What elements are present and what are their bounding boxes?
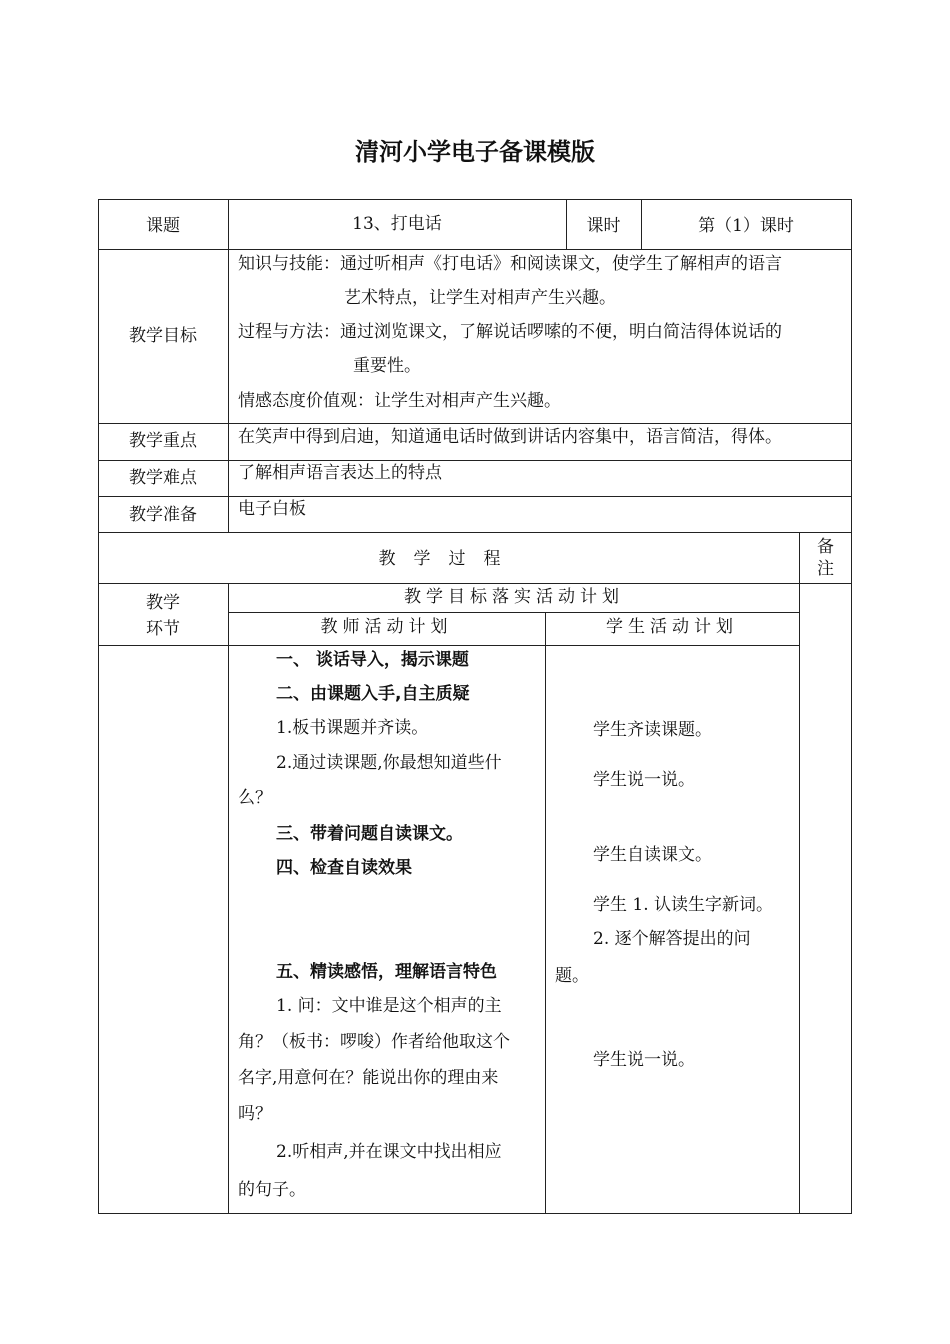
plan-label: 教学目标落实活动计划 bbox=[404, 587, 624, 607]
stage-label: 环节 bbox=[146, 619, 180, 639]
student-line: 学生 1. 认读生字新词。 bbox=[593, 895, 774, 915]
goals-line: 情感态度价值观：让学生对相声产生兴趣。 bbox=[238, 391, 561, 411]
goals-line: 过程与方法：通过浏览课文，了解说话啰嗦的不便，明白简洁得体说话的 bbox=[238, 322, 782, 342]
teacher-step-heading: 三、带着问题自读课文。 bbox=[276, 824, 463, 844]
teacher-line: 角？（板书：啰唆）作者给他取这个 bbox=[238, 1032, 510, 1052]
teacher-line: 1. 问：文中谁是这个相声的主 bbox=[276, 996, 502, 1016]
notes-label: 备注 bbox=[817, 537, 834, 579]
teacher-step-heading: 一、 谈话导入，揭示课题 bbox=[276, 650, 469, 670]
topic-label: 课题 bbox=[146, 216, 180, 236]
page-title: 清河小学电子备课模版 bbox=[355, 138, 595, 166]
goals-line: 艺术特点，让学生对相声产生兴趣。 bbox=[344, 288, 616, 308]
process-label: 教学过程 bbox=[378, 549, 519, 569]
teacher-line: 名字,用意何在？能说出你的理由来 bbox=[238, 1068, 499, 1088]
teacher-line: 么？ bbox=[238, 788, 272, 808]
goals-line: 知识与技能：通过听相声《打电话》和阅读课文，使学生了解相声的语言 bbox=[238, 254, 782, 274]
teacher-step-heading: 五、精读感悟，理解语言特色 bbox=[276, 962, 497, 982]
teacher-line: 1.板书课题并齐读。 bbox=[276, 718, 429, 738]
stage-label: 教学 bbox=[146, 593, 180, 613]
goals-label: 教学目标 bbox=[129, 326, 197, 346]
goals-line: 重要性。 bbox=[353, 356, 421, 376]
student-line: 学生说一说。 bbox=[593, 1050, 695, 1070]
period-value: 第（1）课时 bbox=[698, 216, 794, 236]
key-points-value: 在笑声中得到启迪，知道通电话时做到讲话内容集中，语言简洁，得体。 bbox=[238, 427, 782, 447]
teacher-line: 的句子。 bbox=[238, 1180, 306, 1200]
student-plan-label: 学生活动计划 bbox=[606, 617, 738, 637]
key-points-label: 教学重点 bbox=[129, 431, 197, 451]
student-line: 题。 bbox=[555, 966, 589, 986]
preparation-value: 电子白板 bbox=[238, 499, 306, 519]
topic-value: 13、打电话 bbox=[352, 214, 442, 234]
teacher-line: 吗？ bbox=[238, 1104, 272, 1124]
difficulties-label: 教学难点 bbox=[129, 468, 197, 488]
period-label: 课时 bbox=[586, 216, 621, 236]
difficulties-value: 了解相声语言表达上的特点 bbox=[238, 463, 442, 483]
student-line: 学生齐读课题。 bbox=[593, 720, 712, 740]
preparation-label: 教学准备 bbox=[129, 505, 197, 525]
student-line: 学生说一说。 bbox=[593, 770, 695, 790]
teacher-step-heading: 二、由课题入手,自主质疑 bbox=[276, 684, 470, 704]
teacher-step-heading: 四、检查自读效果 bbox=[276, 858, 412, 878]
teacher-line: 2.听相声,并在课文中找出相应 bbox=[276, 1142, 502, 1162]
student-line: 学生自读课文。 bbox=[593, 845, 712, 865]
student-line: 2. 逐个解答提出的问 bbox=[593, 929, 751, 949]
teacher-line: 2.通过读课题,你最想知道些什 bbox=[276, 753, 502, 773]
teacher-plan-label: 教师活动计划 bbox=[320, 617, 453, 637]
